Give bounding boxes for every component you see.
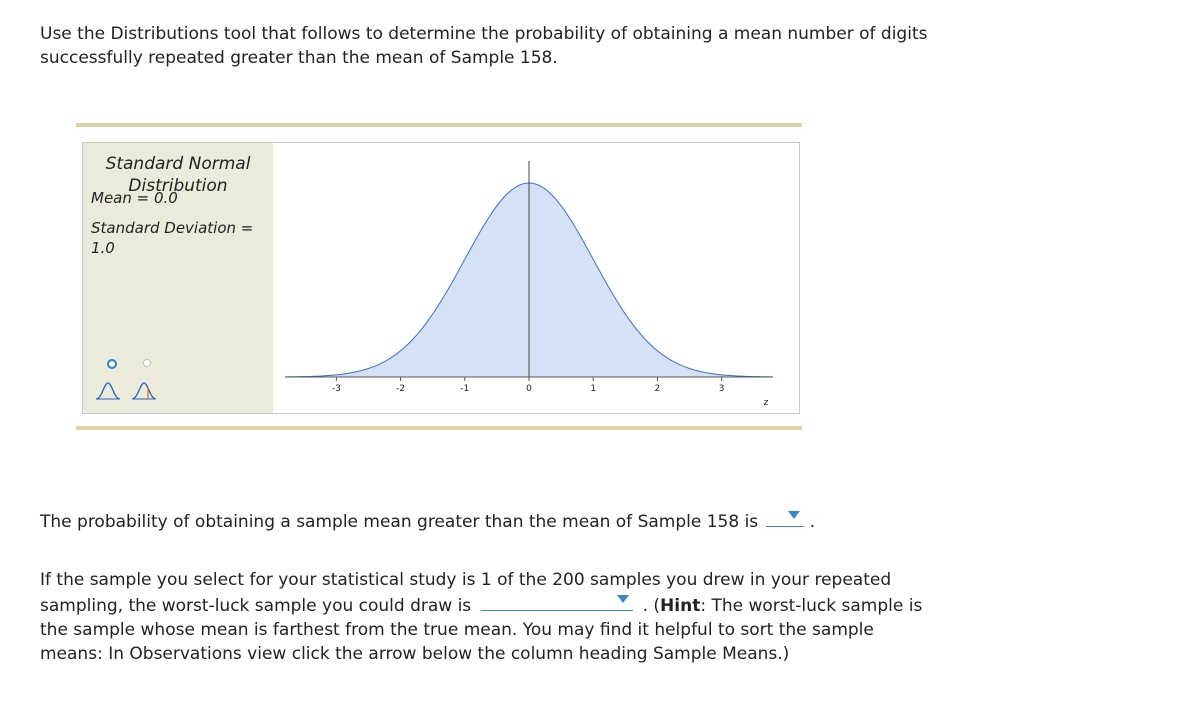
two-tail-radio[interactable] bbox=[143, 359, 151, 367]
distributions-tool bbox=[82, 142, 800, 414]
mean-label: Mean = 0.0 bbox=[91, 189, 178, 207]
x-tick-label: 1 bbox=[590, 384, 597, 394]
normal-curve-icon[interactable] bbox=[95, 379, 121, 401]
dropdown-arrow-icon bbox=[617, 595, 629, 603]
tool-top-divider bbox=[76, 123, 802, 127]
probability-question bbox=[40, 508, 1040, 534]
distribution-chart bbox=[273, 143, 799, 413]
tool-bottom-divider bbox=[76, 426, 802, 430]
x-tick-label: 0 bbox=[526, 384, 532, 394]
single-tail-radio[interactable] bbox=[107, 359, 117, 369]
hint-label: Hint bbox=[660, 596, 701, 616]
worst-luck-answer-dropdown[interactable] bbox=[481, 592, 633, 611]
x-tick-label: -1 bbox=[460, 384, 470, 394]
sd-label: Standard Deviation = 1.0 bbox=[91, 219, 254, 257]
tool-side-panel bbox=[83, 143, 273, 413]
x-tick-label: 3 bbox=[718, 384, 725, 394]
hint-text: : The worst-luck sample is the sample whose mean is farthest from the true mean. You may find it helpful to sort the sample means: In Observations view click the arrow below the column heading Sample Means.) bbox=[40, 596, 923, 664]
worst-luck-question-text: If the sample you select for your statistical study is 1 of the 200 samples you drew in your repeated sampling, the worst-luck sample you could draw is bbox=[40, 570, 892, 616]
distribution-title: Standard Normal Distribution bbox=[105, 154, 251, 196]
worst-luck-question bbox=[40, 568, 935, 666]
x-tick-label: 2 bbox=[654, 384, 661, 394]
x-tick-label: -2 bbox=[396, 384, 406, 394]
probability-question-text: The probability of obtaining a sample mean greater than the mean of Sample 158 is bbox=[40, 512, 759, 532]
intro-text: Use the Distributions tool that follows to determine the probability of obtaining a mean number of digits successfully repeated greater than the mean of Sample 158. bbox=[40, 24, 928, 68]
x-axis-label: z bbox=[763, 398, 769, 408]
probability-question-end: . bbox=[809, 512, 815, 532]
x-tick-label: -3 bbox=[331, 384, 341, 394]
normal-curve-cutoff-icon[interactable] bbox=[131, 379, 157, 401]
hint-punctuation: . ( bbox=[642, 596, 661, 616]
probability-answer-dropdown[interactable] bbox=[766, 508, 804, 527]
dropdown-arrow-icon bbox=[788, 511, 800, 519]
